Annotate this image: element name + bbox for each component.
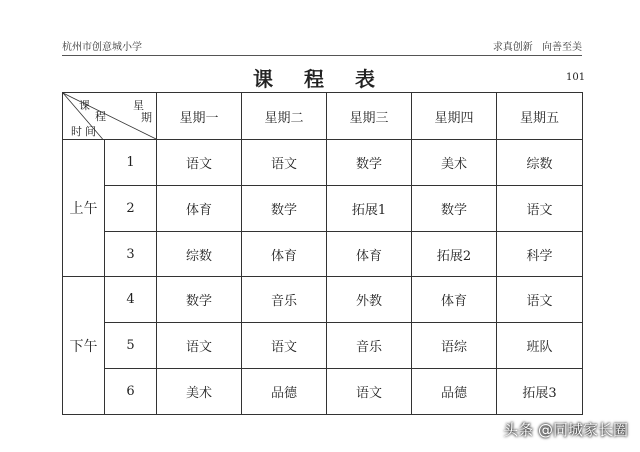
table-row [63,323,583,369]
table-row [63,369,583,415]
course-cell: 品德 [412,369,497,415]
session-label-afternoon: 下午 [63,277,105,415]
course-cell: 数学 [412,185,497,231]
table-row [63,185,583,231]
course-cell: 美术 [157,369,242,415]
corner-cell [63,93,157,140]
day-header: 星期四 [412,93,497,140]
course-cell: 数学 [242,185,327,231]
course-cell: 语文 [242,323,327,369]
day-header: 星期二 [242,93,327,140]
course-cell: 语文 [242,140,327,186]
course-cell: 体育 [242,231,327,277]
course-cell: 外教 [327,277,412,323]
course-cell: 综数 [157,231,242,277]
period-number: 1 [105,140,157,186]
table-row [63,231,583,277]
course-cell: 音乐 [242,277,327,323]
table-row [63,277,583,323]
corner-week-char-1: 星 [133,99,144,112]
course-cell: 数学 [157,277,242,323]
corner-course-char-1: 课 [79,99,90,112]
session-label-morning: 上午 [63,140,105,277]
course-cell: 班队 [497,323,583,369]
course-cell: 体育 [412,277,497,323]
day-header: 星期一 [157,93,242,140]
course-cell: 拓展2 [412,231,497,277]
course-cell: 拓展1 [327,185,412,231]
period-number: 4 [105,277,157,323]
school-motto: 求真创新 向善至美 [492,42,582,53]
period-number: 5 [105,323,157,369]
course-cell: 语综 [412,323,497,369]
watermark: 头条 @同城家长圈 [503,421,628,439]
course-cell: 语文 [497,185,583,231]
course-cell: 语文 [327,369,412,415]
header-divider [62,55,582,56]
corner-time-char-1: 时 [71,125,82,138]
school-name: 杭州市创意城小学 [62,42,142,53]
corner-course-char-2: 程 [95,110,106,123]
course-cell: 科学 [497,231,583,277]
period-number: 6 [105,369,157,415]
schedule-table [62,92,583,415]
course-cell: 语文 [157,323,242,369]
day-header: 星期三 [327,93,412,140]
course-cell: 语文 [157,140,242,186]
class-number: 101 [566,72,586,83]
course-cell: 音乐 [327,323,412,369]
day-header: 星期五 [497,93,583,140]
header-row [63,93,583,140]
course-cell: 体育 [157,185,242,231]
course-cell: 品德 [242,369,327,415]
corner-time-char-2: 间 [85,125,96,138]
period-number: 2 [105,185,157,231]
course-cell: 拓展3 [497,369,583,415]
course-cell: 语文 [497,277,583,323]
course-cell: 体育 [327,231,412,277]
course-cell: 数学 [327,140,412,186]
course-cell: 综数 [497,140,583,186]
period-number: 3 [105,231,157,277]
page-title: 课 程 表 [253,67,387,91]
course-cell: 美术 [412,140,497,186]
page-header [62,38,582,54]
corner-week-char-2: 期 [141,111,152,124]
table-row [63,140,583,186]
